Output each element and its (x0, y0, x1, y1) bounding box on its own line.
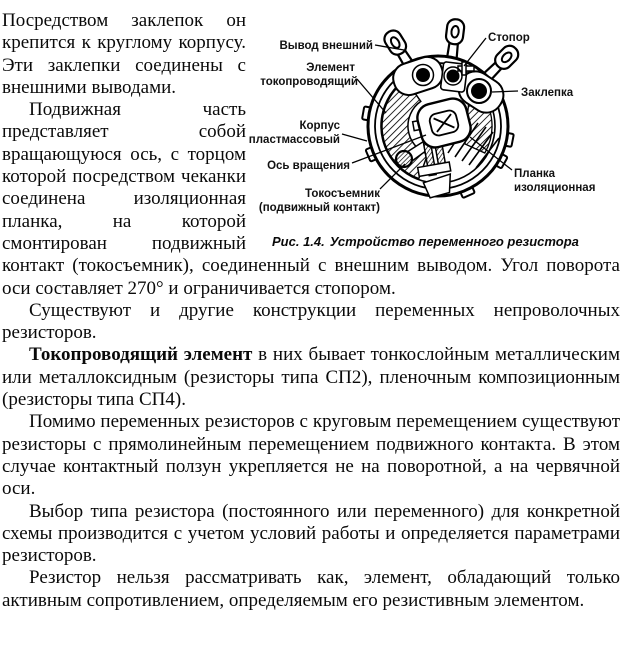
paragraph: Резистор нельзя рассматривать как, элемент, обладающий только активным сопротивлением, определяемым его резистивным элементом. (2, 567, 620, 611)
figure-caption-title: Устройство переменного резистора (329, 234, 579, 249)
label-korpus-line2: пластмассовый (248, 134, 340, 146)
paragraph-text: в них бывает тонкослойным металлическим или металлоксидным (резисторы типа СП2), пленочным композиционным (резисторы типа СП4). (2, 344, 620, 411)
paragraph: Существуют и другие конструкции переменных непроволочных резисторов. (2, 299, 620, 344)
label-os-vrashcheniya: Ось вращения (267, 160, 350, 172)
figure-caption-number: Рис. 1.4. (272, 234, 325, 249)
paragraph: Посредством заклепок он крепится к круглому корпусу. Эти заклепки соединены с внешними выводами. (2, 10, 246, 98)
label-vyvod-vneshniy: Вывод внешний (279, 40, 373, 52)
label-tokosemnik-line2: (подвижный контакт) (258, 202, 380, 214)
paragraph (2, 344, 620, 411)
label-element-line2: токопроводящий (260, 76, 358, 88)
bold-term: Токопроводящий элемент (29, 344, 253, 366)
figure-caption (258, 234, 620, 249)
rivet (416, 68, 430, 82)
label-tokosemnik-line1: Токосъемник (305, 188, 380, 200)
rivet (447, 70, 460, 83)
rivet (471, 83, 487, 99)
label-element-line1: Элемент (306, 62, 355, 74)
label-zaklepka: Заклепка (521, 87, 574, 99)
figure-variable-resistor (248, 13, 620, 249)
label-stopor: Стопор (488, 32, 530, 44)
paragraph: Помимо переменных резисторов с круговым перемещением существуют резисторы с прямолинейным перемещением подвижного контакта. В этом случае контактный ползун укрепляется не на поворотной, а на червячной оси. (2, 411, 620, 500)
label-korpus-line1: Корпус (299, 120, 340, 132)
resistor-diagram (248, 13, 620, 227)
label-planka-line1: Планка (514, 168, 556, 180)
paragraph: Выбор типа резистора (постоянного или переменного) для конкретной схемы производится с учетом условий работы и определяется параметрами резисторов. (2, 500, 620, 567)
label-planka-line2: изоляционная (514, 182, 596, 194)
paragraph: Подвижная часть представляет собой вращающуюся ось, с торцом которой посредством чеканки соединена изоляционная планка, на которой смонтирован подвижный контакт (токосъемник), соединенный с внешним выводом. Угол поворота оси составляет 270° и ограничивается стопором. (2, 99, 620, 299)
